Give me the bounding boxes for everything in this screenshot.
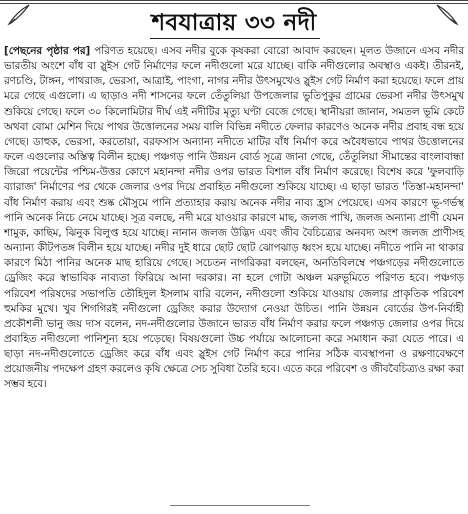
top-rule	[0, 0, 468, 4]
article-text: পরিণত হয়েছে। এসব নদীর বুকে কৃষকরা বোরো আবাদ করছেন। মূলত উজানে এসব নদীর ভারতীয় অংশে বাঁধ বা স্লুইস গেট নির্মাণের ফলে নদীগুলো মরে যাচ্ছে। বাকি নদীগুলোর অবস্থাও একই। তীরনই, রণচণ্ডি, টাঙ্গন, পাথরাজ, ভেরসা, আত্রাই, পাংগা, নাগর নদীর উৎসমুখেও স্লুইস গেট নির্মাণ করা হয়েছে। ফলে প্রায় মরে গেছে এগুলো। এ ছাড়াও নদী শাসনের ফলে তেঁতুলিয়া উপজেলার ভুতিপুকুর গ্রামের ভেরসা নদীর উৎসমুখ শুকিয়ে গেছে। ফলে ৩০ কিলোমিটার দীর্ঘ এই নদীটির মৃত্যু ঘণ্টা বেজে গেছে। স্থানীয়রা জানান, সমতল ভূমি কেটে অথবা বোমা মেশিন দিয়ে পাথর উত্তোলনের সময় বালি বিভিন্ন নদীতে ফেলার কারণেও অনেক নদীর প্রবাহ বন্ধ হয়ে গেছে। ডাহুক, ভেরসা, করতোয়া, বরফসাস অন্যান্য নদীতে মাটির বাঁধ নির্মাণ করে অবৈধভাবে পাথর উত্তোলনের ফলে এগুলোর অস্তিত্ব বিলীন হচ্ছে। পঞ্চগড় পানি উন্নয়ন বোর্ড সূত্রে জানা গেছে, তেঁতুলিয়া সীমান্তের বাংলাবান্ধা জিরো পয়েন্টের পশ্চিম-উত্তর কোণে মহানন্দা নদীর ওপর ভারত বিশাল বাঁধ নির্মাণ করেছে। বিশেষ করে 'ফুলবাড়ি ব্যারাজ' নির্মাণের পর থেকে জেলার ওপর দিয়ে প্রবাহিত নদীগুলো শুকিয়ে যাচ্ছে। এ ছাড়া ভারত 'তিস্তা-মহানন্দা' বাঁধ নির্মাণ করায় এবং শুষ্ক মৌসুমে পানি প্রত্যাহার করায় অনেক নদীর নাব্য হ্রাস পেয়েছে। এসব কারণে ভূ-গর্ভস্থ পানি অনেক নিচে নেমে যাচ্ছে। সূত্র বলছে, নদী মরে যাওয়ার কারণে মাছ, জলজ পাখি, জলজ অন্যান্য প্রাণী যেমন শামুক, কাছিম, ঝিনুক বিলুপ্ত হয়ে যাচ্ছে। নানান জলজ উদ্ভিদ এবং জীব বৈচিত্র্যের অনবদ্য অংশ জলজ প্রাণীসহ অন্যান্য কীটপতঙ্গ বিলীন হয়ে যাচ্ছে। নদীর দুই ধারে ছোট ছোট ঝোপঝাড় ধ্বংস হয়ে যাচ্ছে। নদীতে পানি না থাকার কারণে মিঠা পানির অনেক মাছ হারিয়ে গেছে। সচেতন নাগরিকরা বলছেন, অনতিবিলম্বে পঞ্চগড়ের নদীগুলোতে ড্রেজিং করে স্বাভাবিক নাব্যতা ফিরিয়ে আনা দরকার। না হলে গোটা অঞ্চল মরুভূমিতে পরিণত হবে। পঞ্চগড় পরিবেশ পরিষদের সভাপতি তৌহিদুল ইসলাম বারি বলেন, নদীগুলো শুকিয়ে যাওয়ায় জেলার প্রাকৃতিক পরিবেশ হুমকির মুখে। খুব শিগগিরই নদীগুলো ড্রেজিং করার উদ্যোগ নেওয়া উচিত। পানি উন্নয়ন বোর্ডের উপ-নির্বাহী প্রকৌশলী ভানু জয় দাস বলেন, নদ-নদীগুলোর উজানে ভারত বাঁধ নির্মাণ করার ফলে পঞ্চগড় জেলার ওপর দিয়ে প্রবাহিত নদীগুলো পানিশূন্য হয়ে পড়েছে। বিষয়গুলো উচ্চ পর্যায়ে আলোচনা করে সমাধান করা যেতে পারে। এ ছাড়া নদ-নদীগুলোতে ড্রেজিং করে বাঁধ এবং স্লুইস গেট নির্মাণ করে পানির সঠিক ব্যবস্থাপনা ও রক্ষণাবেক্ষণে প্রয়োজনীয় পদক্ষেপ গ্রহণ করলেও কৃষি ক্ষেত্রে সেচ সুবিধা তৈরি হবে। এতে করে পরিবেশ ও জীববৈচিত্র্যও রক্ষা করা সম্ভব হবে।	[4, 45, 465, 391]
page-title: শবযাত্রায় ৩৩ নদী	[151, 10, 317, 36]
quill-ornament-icon	[434, 2, 460, 28]
title-underline	[150, 38, 320, 39]
article-header	[0, 0, 468, 42]
continued-label: [পেছনের পৃষ্ঠার পর]	[4, 45, 91, 57]
article-body	[4, 44, 464, 393]
